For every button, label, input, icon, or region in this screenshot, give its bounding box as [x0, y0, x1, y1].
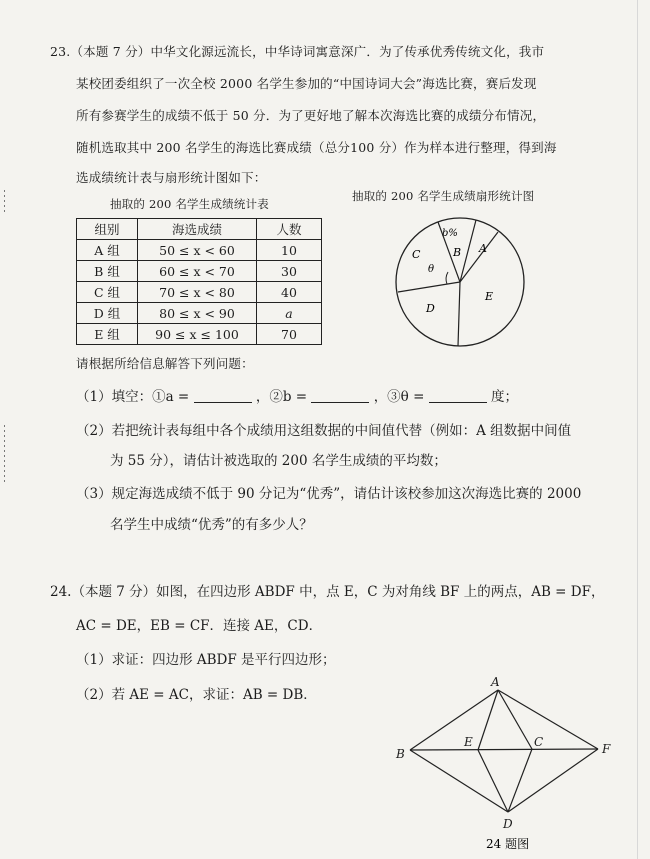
group-cell: B 组 — [77, 261, 138, 282]
segment-ae — [478, 690, 498, 750]
sub1-c-label: ，③θ = — [373, 389, 425, 405]
group-cell: D 组 — [77, 303, 138, 324]
q23-sub2-line-1: （2）若把统计表每组中各个成绩用这组数据的中间值代替（例如：A 组数据中间值 — [76, 423, 572, 439]
geometry-figure — [390, 672, 620, 852]
count-cell: 10 — [257, 240, 322, 261]
theta-arc — [446, 272, 448, 284]
count-cell: 40 — [257, 282, 322, 303]
pie-radius-ba — [460, 220, 476, 282]
q24-line-4: （2）若 AE = AC，求证：AB = DB． — [76, 687, 317, 703]
point-label-c: C — [534, 735, 544, 749]
group-cell: E 组 — [77, 324, 138, 345]
figure-caption: 24 题图 — [486, 837, 530, 851]
pie-label-d: D — [426, 302, 435, 315]
pie-label-theta: θ — [428, 264, 435, 275]
header-cell: 海选成绩 — [138, 219, 257, 240]
table-row — [77, 303, 322, 324]
diagonal-bf — [410, 749, 598, 750]
segment-af — [498, 690, 598, 749]
segment-cd — [508, 749, 532, 812]
sub1-a-label: （1）填空：①a = — [76, 389, 190, 405]
q23-sub3-line-2: 名学生中成绩“优秀”的有多少人？ — [110, 517, 313, 533]
table-row — [77, 240, 322, 261]
binding-mark — [4, 190, 5, 212]
q23-line-5: 选成绩统计表与扇形统计图如下： — [76, 170, 267, 185]
sub1-d-label: 度； — [491, 389, 519, 405]
range-cell: 70 ≤ x < 80 — [138, 282, 257, 303]
point-label-b: B — [396, 747, 405, 761]
segment-ab — [410, 690, 498, 750]
q23-line-2: 某校团委组织了一次全校 2000 名学生参加的“中国诗词大会”海选比赛，赛后发现 — [76, 76, 537, 91]
q23-line-4: 随机选取其中 200 名学生的海选比赛成绩（总分100 分）作为样本进行整理，得到海 — [76, 140, 557, 155]
q23-sub1 — [76, 385, 518, 405]
pie-radius-cd — [398, 282, 460, 292]
pie-radius-de — [458, 282, 460, 346]
range-cell: 80 ≤ x < 90 — [138, 303, 257, 324]
answer-blank-a[interactable] — [194, 390, 252, 403]
q23-line-3: 所有参赛学生的成绩不低于 50 分．为了更好地了解本次海选比赛的成绩分布情况， — [76, 108, 546, 123]
q24-line-1: 24.（本题 7 分）如图，在四边形 ABDF 中，点 E，C 为对角线 BF 上的两点，AB = DF， — [50, 584, 605, 600]
count-cell: 70 — [257, 324, 322, 345]
pie-label-e: E — [485, 290, 494, 303]
table-row — [77, 261, 322, 282]
range-cell: 90 ≤ x ≤ 100 — [138, 324, 257, 345]
table-header-row — [77, 219, 322, 240]
pie-radius-ae — [460, 232, 498, 282]
pie-label-a: A — [479, 242, 487, 255]
answer-blank-b[interactable] — [311, 390, 369, 403]
header-cell: 组别 — [77, 219, 138, 240]
pie-label-c: C — [412, 248, 421, 261]
range-cell: 60 ≤ x < 70 — [138, 261, 257, 282]
count-cell: 30 — [257, 261, 322, 282]
q23-sub2-line-2: 为 55 分），请估计被选取的 200 名学生成绩的平均数； — [110, 453, 447, 469]
q24-line-3: （1）求证：四边形 ABDF 是平行四边形； — [76, 652, 336, 668]
pie-title: 抽取的 200 名学生成绩扇形统计图 — [352, 189, 535, 203]
q24-line-2: AC = DE，EB = CF．连接 AE，CD． — [76, 618, 323, 634]
q23-sub3-line-1: （3）规定海选成绩不低于 90 分记为“优秀”，请估计该校参加这次海选比赛的 2000 — [76, 486, 582, 502]
table-row — [77, 282, 322, 303]
header-cell: 人数 — [257, 219, 322, 240]
score-table — [76, 218, 322, 345]
point-label-e: E — [464, 735, 473, 749]
segment-ac — [498, 690, 532, 749]
point-label-f: F — [602, 742, 611, 756]
pie-label-pct: b% — [442, 228, 458, 239]
pie-chart — [390, 212, 530, 352]
pie-label-b: B — [453, 246, 462, 259]
table-title: 抽取的 200 名学生成绩统计表 — [110, 197, 269, 211]
table-row — [77, 324, 322, 345]
group-cell: C 组 — [77, 282, 138, 303]
sub1-b-label: ，②b = — [255, 389, 308, 405]
point-label-a: A — [491, 675, 500, 689]
group-cell: A 组 — [77, 240, 138, 261]
range-cell: 50 ≤ x < 60 — [138, 240, 257, 261]
count-cell: a — [257, 303, 322, 324]
page-edge — [637, 0, 638, 859]
q23-prompt: 请根据所给信息解答下列问题： — [76, 356, 254, 371]
binding-mark — [4, 425, 5, 485]
segment-df — [508, 749, 598, 812]
answer-blank-theta[interactable] — [429, 390, 487, 403]
q23-line-1: 23.（本题 7 分）中华文化源远流长，中华诗词寓意深广．为了传承优秀传统文化，我市 — [50, 44, 545, 59]
point-label-d: D — [503, 817, 513, 831]
